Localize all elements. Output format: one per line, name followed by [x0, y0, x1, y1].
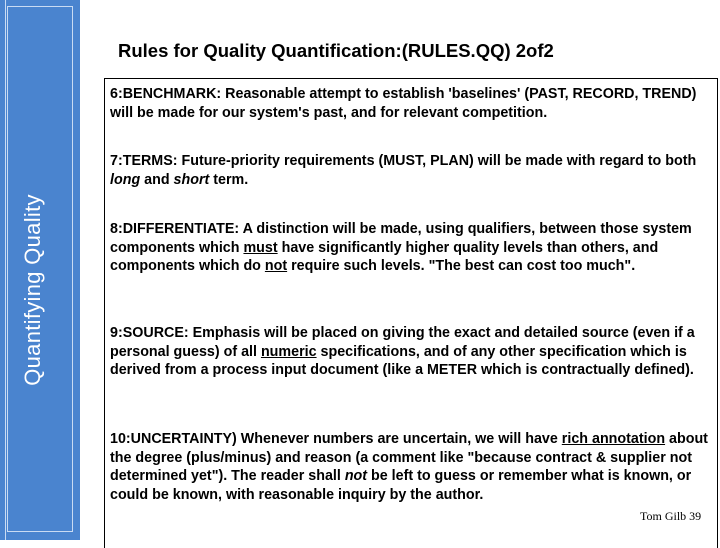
- rule-differentiate: [110, 220, 710, 276]
- sidebar-title: Quantifying Quality: [20, 194, 45, 386]
- rule-source-text-2: specifications, and of any other specification which is derived from a process input document (like a METER which is contractually defined).: [110, 343, 694, 379]
- rule-benchmark: 6:BENCHMARK: Reasonable attempt to establish 'baselines' (PAST, RECORD, TREND) will be made for our system's past, and for relevant competition.: [110, 86, 697, 121]
- slide-title: Rules for Quality Quantification:(RULES.QQ) 2of2: [118, 40, 554, 61]
- rule-source: [110, 324, 710, 380]
- rule-terms-text-3: term.: [209, 171, 249, 188]
- rule-source-numeric: numeric: [260, 343, 317, 360]
- rule-uncertainty-text-3: be left to guess or remember what is known, or could be known, with reasonable inquiry by the author.: [110, 468, 692, 504]
- sidebar-line: [5, 0, 6, 540]
- rule-uncertainty-rich-annotation: rich annotation: [561, 431, 666, 447]
- rule-terms-long: long: [110, 171, 141, 188]
- rule-source-text-1: 9:SOURCE: Emphasis will be placed on giving the exact and detailed source (even if a personal guess) of all: [110, 325, 695, 360]
- rule-terms: [110, 152, 710, 189]
- rule-uncertainty-not: not: [344, 468, 368, 485]
- rule-differentiate-text-1: 8:DIFFERENTIATE: A distinction will be made, using qualifiers, between those system components which: [110, 221, 692, 256]
- rule-differentiate-text-2: have significantly higher quality levels than others, and components which do: [110, 239, 659, 275]
- slide-footer: Tom Gilb 39: [640, 509, 702, 523]
- rule-terms-short: short: [173, 171, 210, 188]
- sidebar: [0, 0, 80, 540]
- rule-uncertainty: [110, 430, 710, 505]
- rule-terms-text-2: and: [140, 171, 174, 188]
- rule-differentiate-must: must: [243, 239, 278, 256]
- rule-uncertainty-text-1: 10:UNCERTAINTY) Whenever numbers are uncertain, we will have: [110, 431, 562, 447]
- rule-terms-text-1: 7:TERMS: Future-priority requirements (MUST, PLAN) will be made with regard to both: [110, 153, 697, 169]
- rule-differentiate-not: not: [264, 258, 288, 275]
- rule-uncertainty-text-2: about the degree (plus/minus) and reason (a comment like "because contract & supplier not determined yet"). The reader shall: [110, 431, 708, 485]
- rule-differentiate-text-3: require such levels. "The best can cost too much".: [287, 258, 636, 275]
